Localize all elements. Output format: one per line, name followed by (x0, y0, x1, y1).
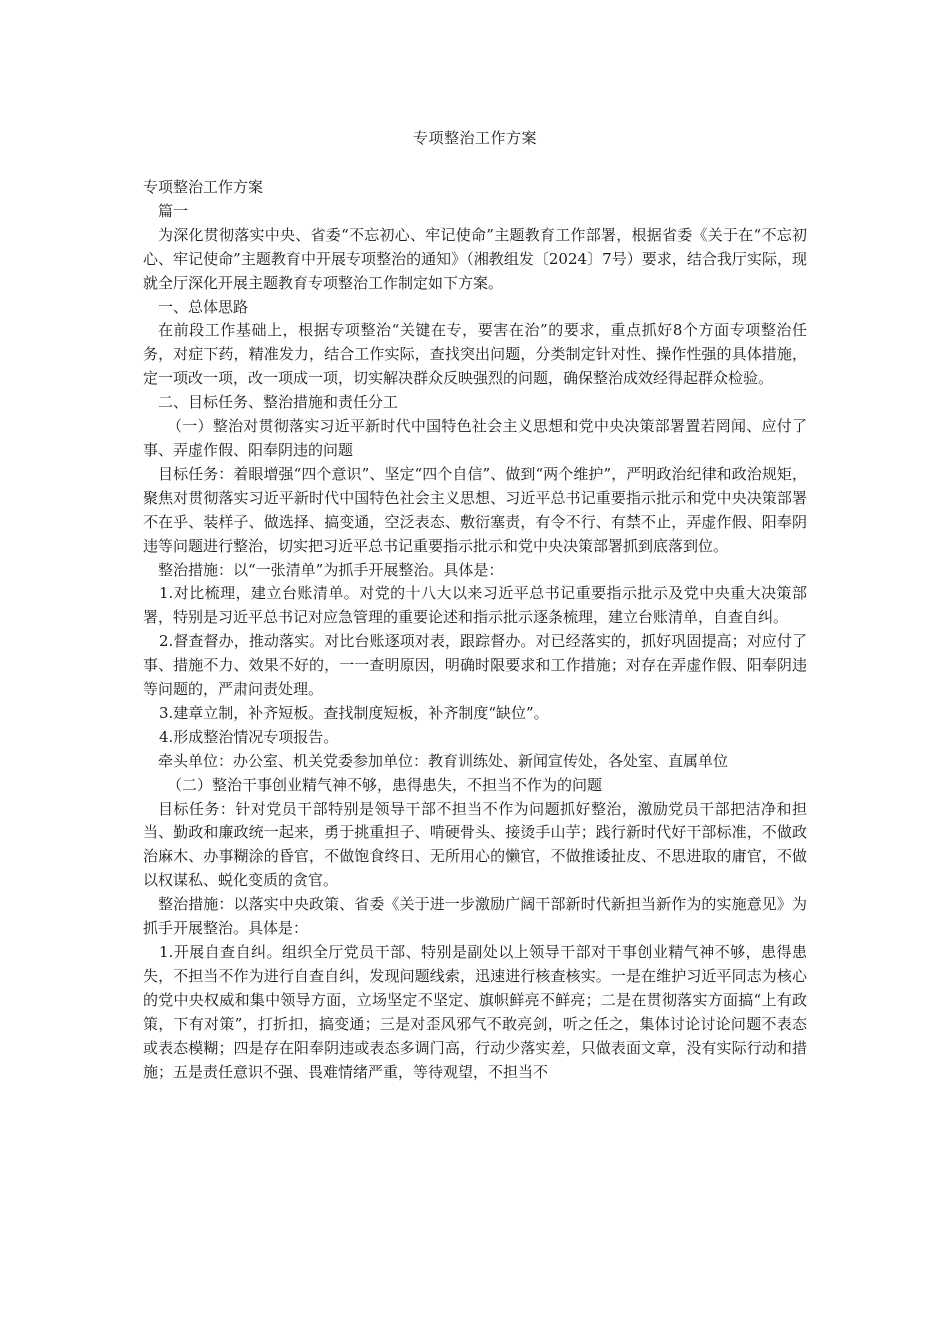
list-item: 3.建章立制，补齐短板。查找制度短板，补齐制度“缺位”。 (159, 703, 549, 722)
paragraph: 目标任务：着眼增强“四个意识”、坚定“四个自信”、做到“两个维护”，严明政治纪律和政治规矩，聚焦对贯彻落实习近平新时代中国特色社会主义思想、习近平总书记重要指示批示和党中央决策部署不在乎、装样子、做选择、搞变通，空泛表态、敷衍塞责，有令不行、有禁不止，弄虚作假、阳奉阴违等问题进行整治，切实把习近平总书记重要指示批示和党中央决策部署抓到底落到位。 (143, 464, 807, 555)
section-heading: 一、总体思路 (158, 297, 249, 316)
list-item: 2.督查督办，推动落实。对比台账逐项对表，跟踪督办。对已经落实的，抓好巩固提高；对应付了事、措施不力、效果不好的，一一查明原因，明确时限要求和工作措施；对存在弄虚作假、阳奉阴违等问题的，严肃问责处理。 (143, 632, 807, 699)
subsection-heading: （二）整治干事创业精气神不够，患得患失，不担当不作为的问题 (167, 775, 603, 794)
paragraph: 专项整治工作方案 (143, 178, 264, 196)
paragraph: 牵头单位：办公室、机关党委参加单位：教育训练处、新闻宣传处，各处室、直属单位 (158, 751, 729, 770)
section-heading: 二、目标任务、整治措施和责任分工 (158, 393, 399, 412)
document-title: 专项整治工作方案 (412, 129, 537, 147)
paragraph: 在前段工作基础上，根据专项整治“关键在专，要害在治”的要求，重点抓好8个方面专项整治任务，对症下药，精准发力，结合工作实际，查找突出问题，分类制定针对性、操作性强的具体措施，定一项改一项，改一项成一项，切实解决群众反映强烈的问题，确保整治成效经得起群众检验。 (143, 321, 807, 388)
paragraph: 目标任务：针对党员干部特别是领导干部不担当不作为问题抓好整治，激励党员干部把洁净和担当、勤政和廉政统一起来，勇于挑重担子、啃硬骨头、接烫手山芋；践行新时代好干部标准，不做政治麻木、办事糊涂的昏官，不做饱食终日、无所用心的懒官，不做推诿扯皮、不思进取的庸官，不做以权谋私、蜕化变质的贪官。 (143, 799, 807, 890)
paragraph: 整治措施：以“一张清单”为抓手开展整治。具体是： (158, 560, 504, 579)
list-item: 4.形成整治情况专项报告。 (159, 727, 339, 746)
document-body (143, 176, 807, 1084)
paragraph: 为深化贯彻落实中央、省委“不忘初心、牢记使命”主题教育工作部署，根据省委《关于在“不忘初心、牢记使命”主题教育中开展专项整治的通知》（湘教组发〔2024〕7号）要求，结合我厅实际，现就全厅深化开展主题教育专项整治工作制定如下方案。 (143, 225, 807, 292)
paragraph: 篇一 (158, 201, 189, 220)
list-item: 1.对比梳理，建立台账清单。对党的十八大以来习近平总书记重要指示批示及党中央重大决策部署，特别是习近平总书记对应急管理的重要论述和指示批示逐条梳理，建立台账清单，自查自纠。 (143, 584, 807, 627)
list-item: 1.开展自查自纠。组织全厅党员干部、特别是副处以上领导干部对干事创业精气神不够，患得患失，不担当不作为进行自查自纠，发现问题线索，迅速进行核查核实。一是在维护习近平同志为核心的党中央权威和集中领导方面，立场坚定不坚定、旗帜鲜亮不鲜亮；二是在贯彻落实方面搞“上有政策，下有对策”，打折扣，搞变通；三是对歪风邪气不敢亮剑，听之任之，集体讨论讨论问题不表态或表态模糊；四是存在阳奉阴违或表态多调门高，行动少落实差，只做表面文章，没有实际行动和措施；五是责任意识不强、畏难情绪严重，等待观望，不担当不 (143, 943, 807, 1081)
subsection-heading: （一）整治对贯彻落实习近平新时代中国特色社会主义思想和党中央决策部署置若罔闻、应付了事、弄虚作假、阳奉阴违的问题 (143, 417, 807, 459)
paragraph: 整治措施：以落实中央政策、省委《关于进一步激励广阔干部新时代新担当新作为的实施意见》为抓手开展整治。具体是： (143, 895, 807, 938)
